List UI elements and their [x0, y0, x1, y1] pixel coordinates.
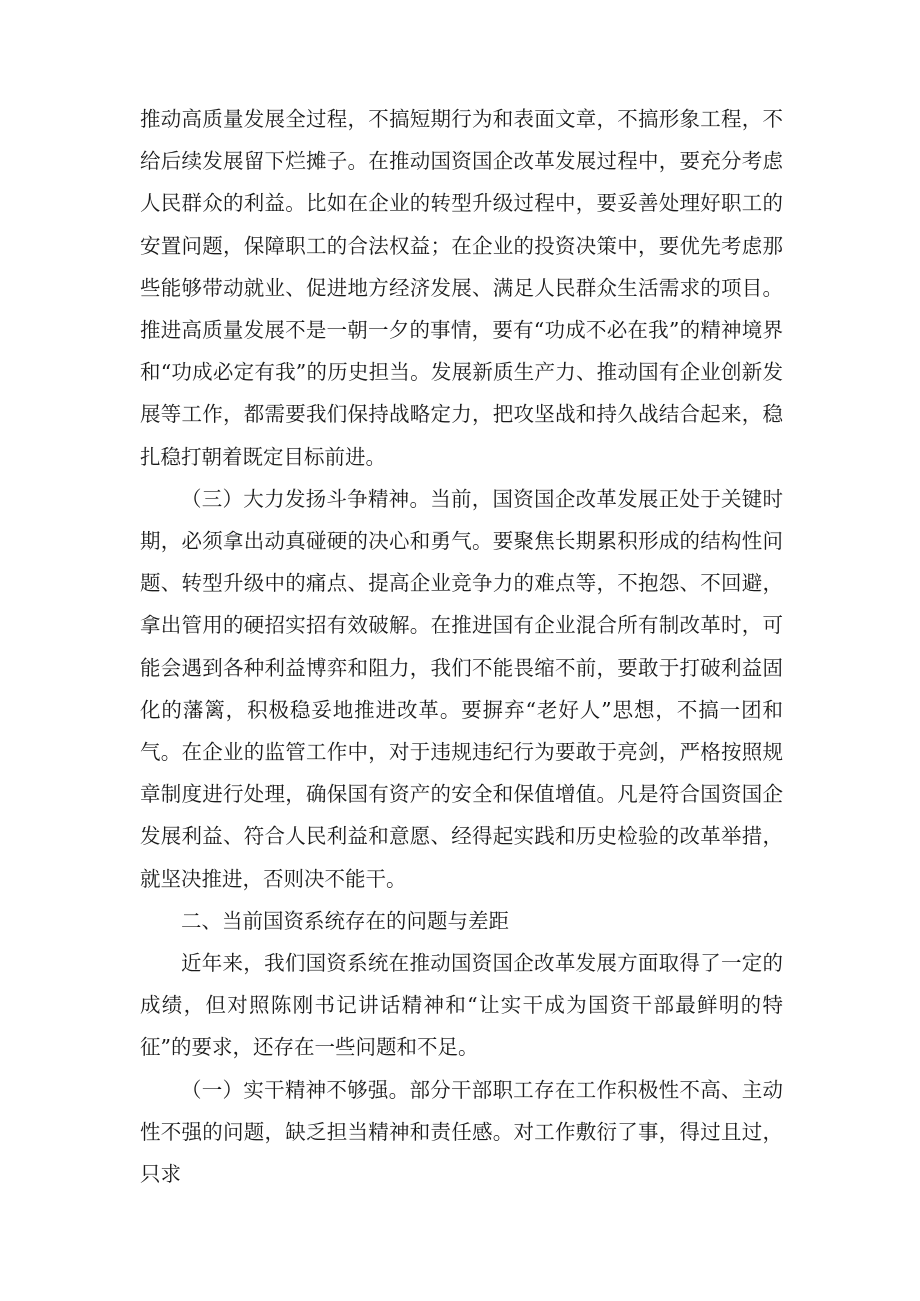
document-body	[140, 98, 783, 1195]
paragraph-continuation: 推动高质量发展全过程，不搞短期行为和表面文章，不搞形象工程，不给后续发展留下烂摊子。在推动国资国企改革发展过程中，要充分考虑人民群众的利益。比如在企业的转型升级过程中，要妥善处理好职工的安置问题，保障职工的合法权益；在企业的投资决策中，要优先考虑那些能够带动就业、促进地方经济发展、满足人民群众生活需求的项目。推进高质量发展不是一朝一夕的事情，要有“功成不必在我”的精神境界和“功成必定有我”的历史担当。发展新质生产力、推动国有企业创新发展等工作，都需要我们保持战略定力，把攻坚战和持久战结合起来，稳扎稳打朝着既定目标前进。	[140, 107, 783, 469]
paragraph-struggle-spirit: （三）大力发扬斗争精神。当前，国资国企改革发展正处于关键时期，必须拿出动真碰硬的决心和勇气。要聚焦长期累积形成的结构性问题、转型升级中的痛点、提高企业竞争力的难点等，不抱怨、不回避，拿出管用的硬招实招有效破解。在推进国有企业混合所有制改革时，可能会遇到各种利益博弈和阻力，我们不能畏缩不前，要敢于打破利益固化的藩篱，积极稳妥地推进改革。要摒弃“老好人”思想，不搞一团和气。在企业的监管工作中，对于违规违纪行为要敢于亮剑，严格按照规章制度进行处理，确保国有资产的安全和保值增值。凡是符合国资国企发展利益、符合人民利益和意愿、经得起实践和历史检验的改革举措，就坚决推进，否则决不能干。	[140, 486, 783, 891]
section-heading-problems: 二、当前国资系统存在的问题与差距	[181, 908, 509, 933]
paragraph-recent-years: 近年来，我们国资系统在推动国资国企改革发展方面取得了一定的成绩，但对照陈刚书记讲话精神和“让实干成为国资干部最鲜明的特征”的要求，还存在一些问题和不足。	[140, 951, 783, 1060]
paragraph-practical-spirit: （一）实干精神不够强。部分干部职工存在工作积极性不高、主动性不强的问题，缺乏担当精神和责任感。对工作敷衍了事，得过且过，只求	[140, 1077, 783, 1187]
